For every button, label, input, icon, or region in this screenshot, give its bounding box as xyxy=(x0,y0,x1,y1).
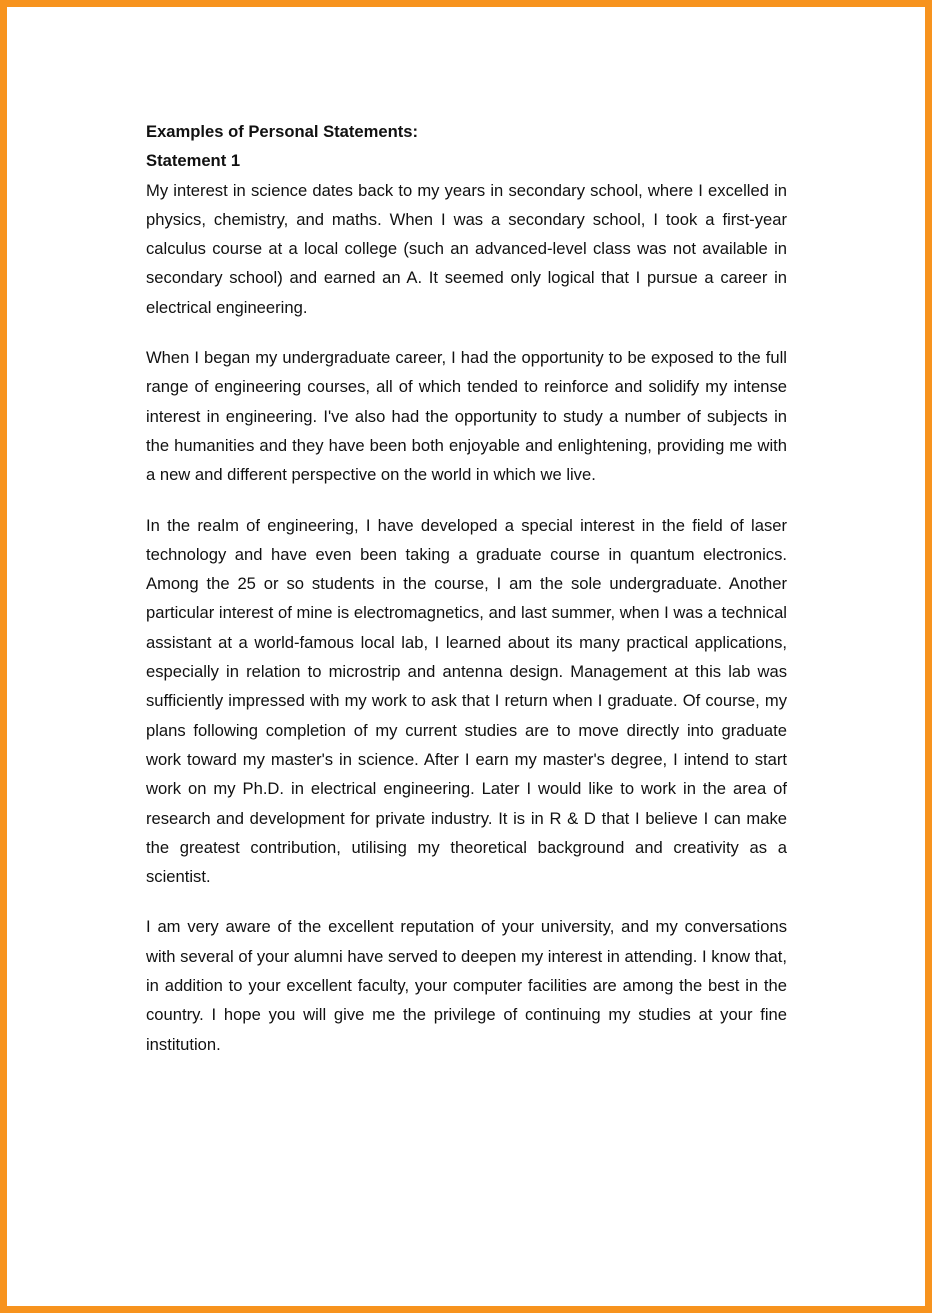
paragraph-1: My interest in science dates back to my years in secondary school, where I excelled in physics, chemistry, and maths. When I was a secondary school, I took a first-year calculus course at a local college (such an advanced-level class was not available in secondary school) and earned an A. It seemed only logical that I pursue a career in electrical engineering. xyxy=(146,180,787,317)
document-title: Examples of Personal Statements: xyxy=(146,122,419,141)
paragraph-4: I am very aware of the excellent reputation of your university, and my conversations with several of your alumni have served to deepen my interest in attending. I know that, in addition to your excellent faculty, your computer facilities are among the best in the country. I hope you will give me the privilege of continuing my studies at your fine institution. xyxy=(146,917,787,1054)
document-body xyxy=(146,117,787,1080)
paragraph-3: In the realm of engineering, I have developed a special interest in the field of laser technology and have even been taking a graduate course in quantum electronics. Among the 25 or so students in the course, I am the sole undergraduate. Another particular interest of mine is electromagnetics, and last summer, when I was a technical assistant at a world-famous local lab, I learned about its many practical applications, especially in relation to microstrip and antenna design. Management at this lab was sufficiently impressed with my work to ask that I return when I graduate. Of course, my plans following completion of my current studies are to move directly into graduate work toward my master's in science. After I earn my master's degree, I intend to start work on my Ph.D. in electrical engineering. Later I would like to work in the area of research and development for private industry. It is in R & D that I believe I can make the greatest contribution, utilising my theoretical background and creativity as a scientist. xyxy=(146,515,787,887)
statement-heading: Statement 1 xyxy=(146,151,241,171)
paragraph-2: When I began my undergraduate career, I had the opportunity to be exposed to the full range of engineering courses, all of which tended to reinforce and solidify my intense interest in engineering. I've also had the opportunity to study a number of subjects in the humanities and they have been both enjoyable and enlightening, providing me with a new and different perspective on the world in which we live. xyxy=(146,348,787,485)
